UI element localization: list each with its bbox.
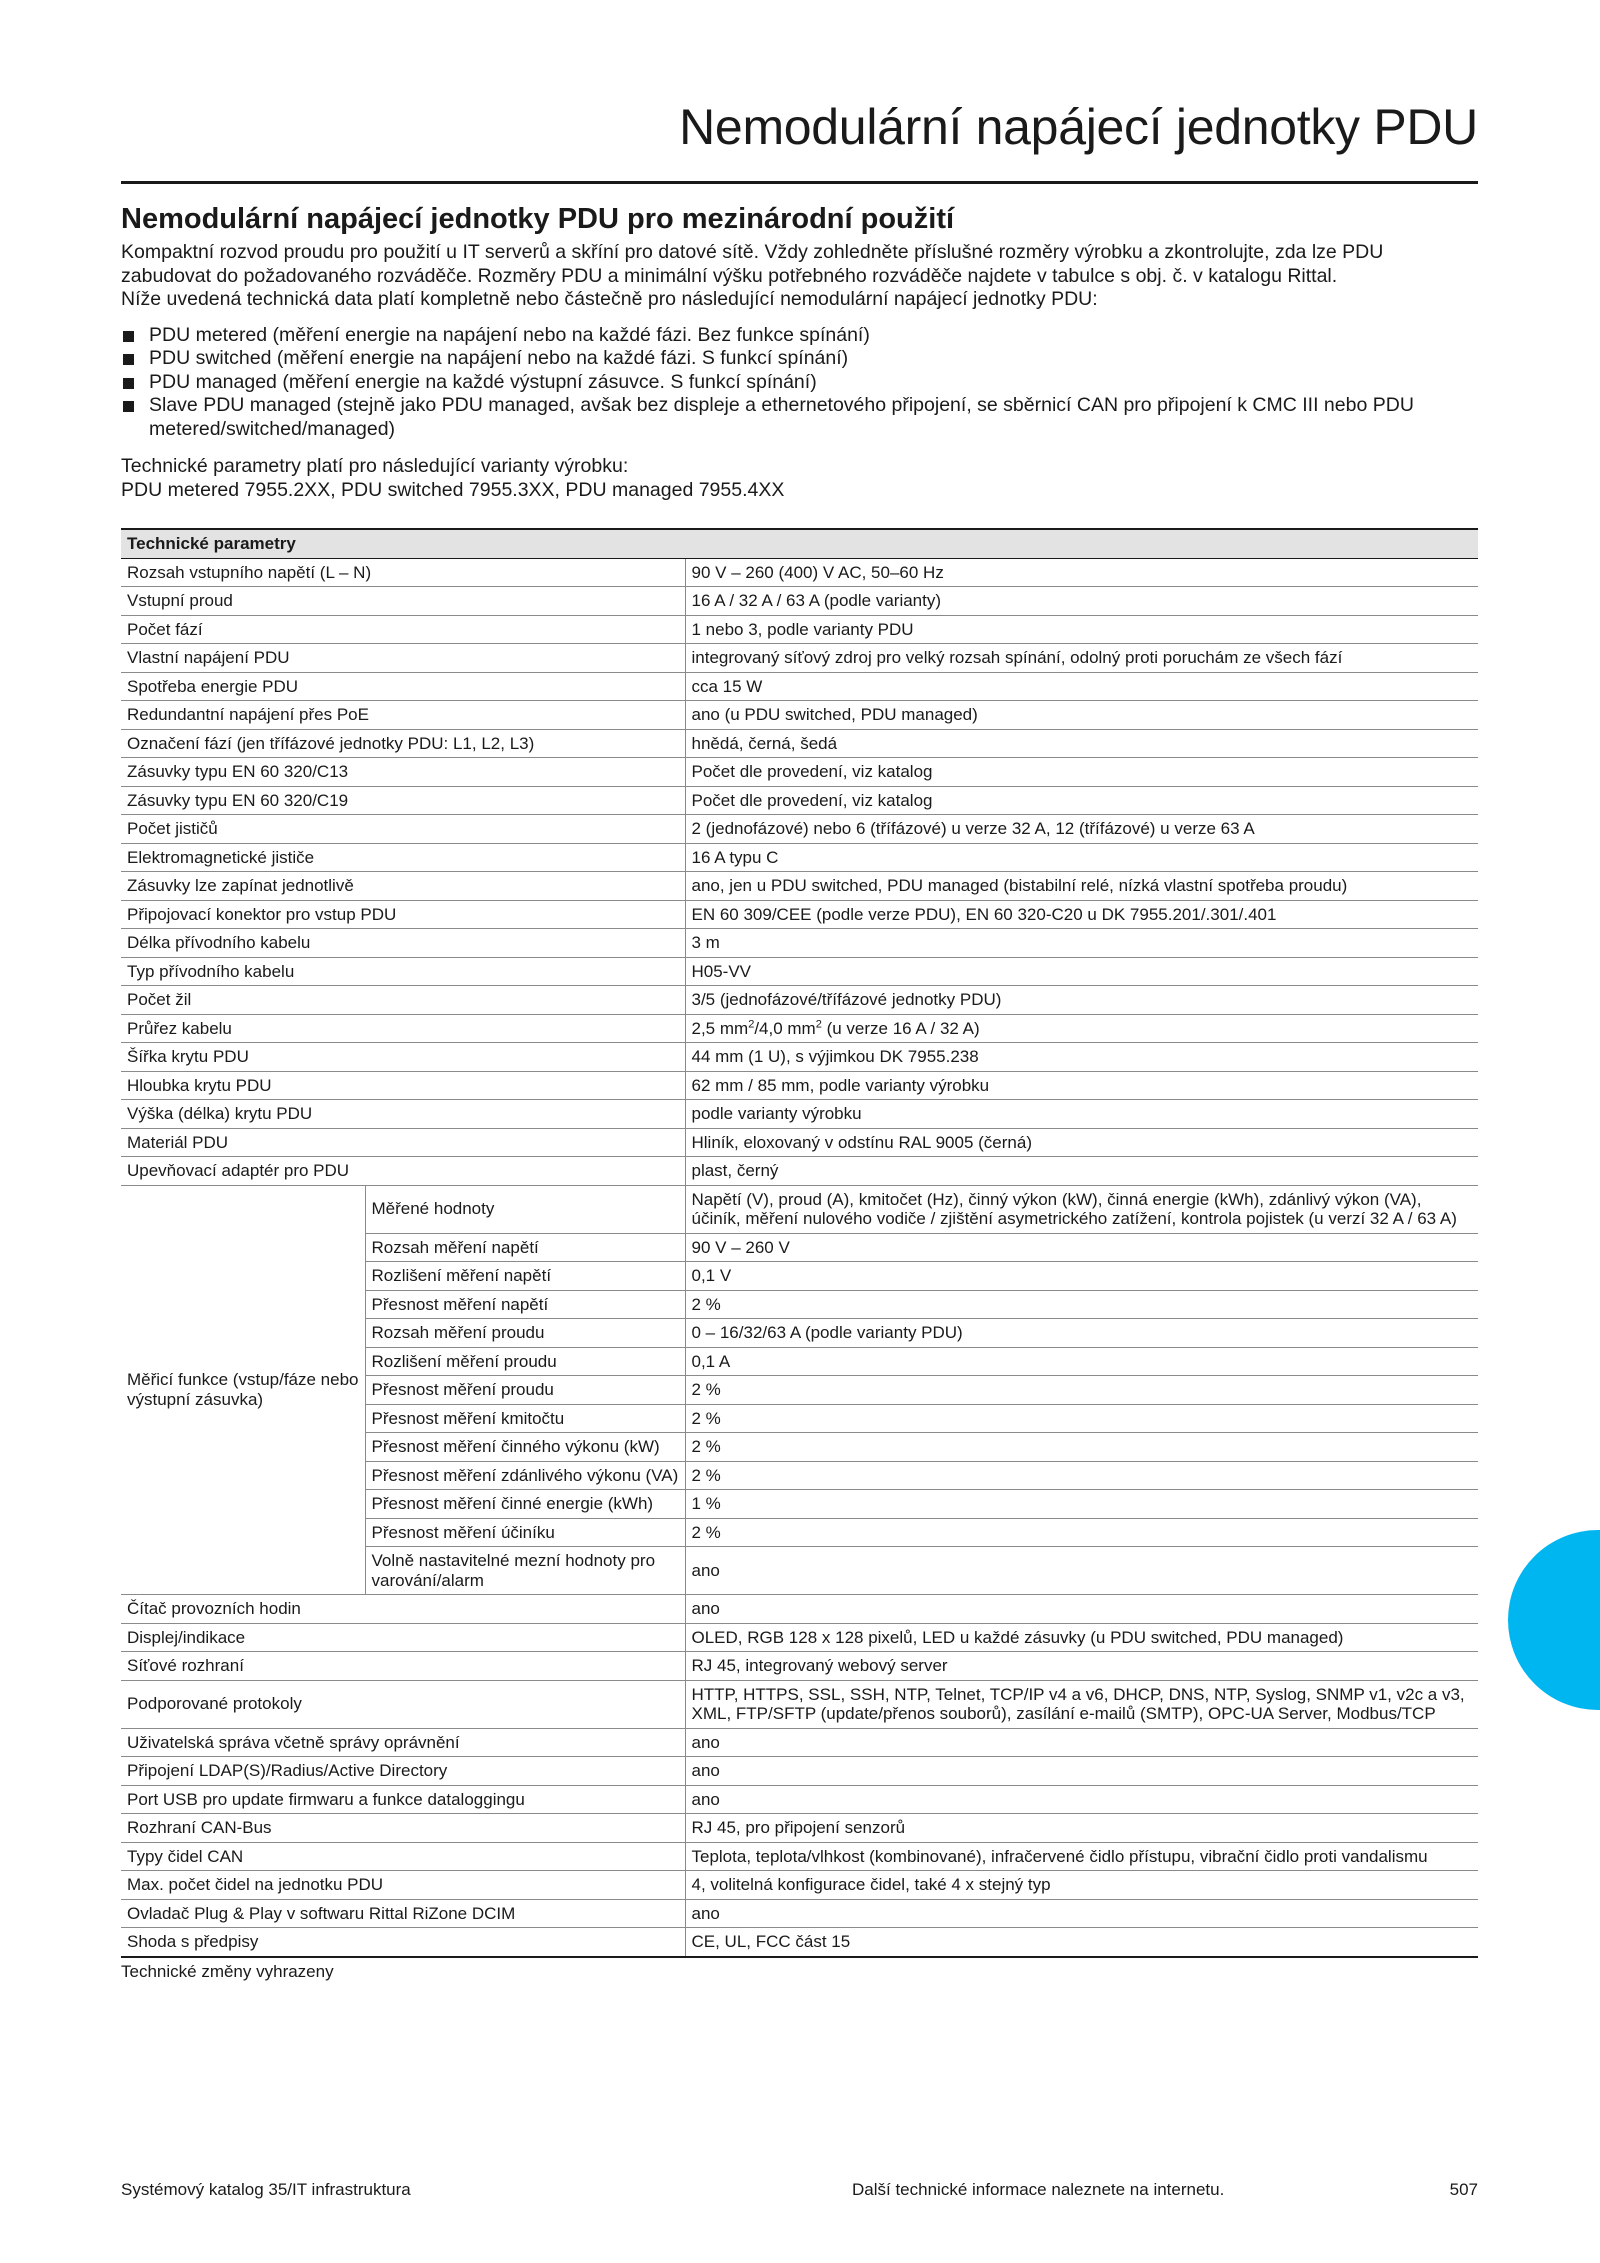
bullet-item: PDU switched (měření energie na napájení nebo na každé fázi. S funkcí spínání) [121,347,1478,371]
param-value: H05-VV [685,957,1478,986]
param-label: Displej/indikace [121,1623,685,1652]
table-row [121,1014,1478,1043]
table-row [121,872,1478,901]
param-value: 0 – 16/32/63 A (podle varianty PDU) [685,1319,1478,1348]
param-label: Zásuvky typu EN 60 320/C13 [121,758,685,787]
intro-line: zabudovat do požadovaného rozváděče. Rozměry PDU a minimální výšku potřebného rozváděče najdete v tabulce s obj. č. v katalogu Rittal. [121,264,1338,287]
table-row [121,929,1478,958]
param-label: Rozlišení měření napětí [365,1262,685,1291]
table-row [121,1595,1478,1624]
param-label: Typy čidel CAN [121,1842,685,1871]
param-label: Síťové rozhraní [121,1652,685,1681]
param-value: ano [685,1547,1478,1595]
table-row [121,957,1478,986]
param-label: Přesnost měření zdánlivého výkonu (VA) [365,1461,685,1490]
param-value: 90 V – 260 V [685,1233,1478,1262]
variant-bullet-list [121,324,1478,442]
param-label: Počet jističů [121,815,685,844]
table-row [121,1814,1478,1843]
table-row [121,1652,1478,1681]
param-value: 2 % [685,1376,1478,1405]
param-label: Šířka krytu PDU [121,1043,685,1072]
param-value: 3 m [685,929,1478,958]
section-title: Nemodulární napájecí jednotky PDU pro mezinárodní použití [121,203,955,235]
table-header: Technické parametry [121,529,1478,558]
param-value: podle varianty výrobku [685,1100,1478,1129]
value-part: /4,0 mm [754,1018,816,1038]
param-label: Materiál PDU [121,1128,685,1157]
param-value: 2 % [685,1518,1478,1547]
param-label: Rozhraní CAN-Bus [121,1814,685,1843]
table-row [121,1680,1478,1728]
param-label: Upevňovací adaptér pro PDU [121,1157,685,1186]
param-value: Napětí (V), proud (A), kmitočet (Hz), činný výkon (kW), činná energie (kWh), zdánlivý výkon (VA), účiník, měření nulového vodiče / zjištění asymetrického zatížení, kontrola pojistek (u verzí 32 A / 63 A) [685,1185,1478,1233]
table-row [121,1928,1478,1957]
param-label: Max. počet čidel na jednotku PDU [121,1871,685,1900]
param-label: Hloubka krytu PDU [121,1071,685,1100]
param-value: 1 nebo 3, podle varianty PDU [685,615,1478,644]
main-content [121,199,1478,1982]
bullet-item: Slave PDU managed (stejně jako PDU managed, avšak bez displeje a ethernetového připojení, se sběrnicí CAN pro připojení k CMC III nebo PDU metered/switched/managed) [121,394,1478,441]
param-label: Redundantní napájení přes PoE [121,701,685,730]
param-value: 44 mm (1 U), s výjimkou DK 7955.238 [685,1043,1478,1072]
table-row [121,615,1478,644]
param-value: ano [685,1785,1478,1814]
param-label: Výška (délka) krytu PDU [121,1100,685,1129]
table-row [121,1728,1478,1757]
param-value: ano [685,1595,1478,1624]
table-row [121,672,1478,701]
param-label: Port USB pro update firmwaru a funkce dataloggingu [121,1785,685,1814]
param-value: OLED, RGB 128 x 128 pixelů, LED u každé zásuvky (u PDU switched, PDU managed) [685,1623,1478,1652]
param-value: hnědá, černá, šedá [685,729,1478,758]
param-label: Volně nastavitelné mezní hodnoty pro varování/alarm [365,1547,685,1595]
param-label: Připojení LDAP(S)/Radius/Active Directory [121,1757,685,1786]
param-value: 0,1 A [685,1347,1478,1376]
table-row [121,1157,1478,1186]
param-label: Rozlišení měření proudu [365,1347,685,1376]
param-label: Rozsah měření proudu [365,1319,685,1348]
page-number: 507 [1449,2180,1478,2199]
superscript: 2 [815,1017,822,1030]
intro-line: Kompaktní rozvod proudu pro použití u IT serverů a skříní pro datové sítě. Vždy zohledněte příslušné rozměry výrobku a zkontrolujte, zda lze PDU [121,241,1384,263]
table-row [121,1043,1478,1072]
param-label: Ovladač Plug & Play v softwaru Rittal RiZone DCIM [121,1899,685,1928]
param-value: Počet dle provedení, viz katalog [685,786,1478,815]
param-value [685,1014,1478,1043]
table-row [121,729,1478,758]
param-value: 62 mm / 85 mm, podle varianty výrobku [685,1071,1478,1100]
param-value: ano [685,1899,1478,1928]
param-label: Rozsah měření napětí [365,1233,685,1262]
footer-info: Další technické informace naleznete na internetu. [852,2180,1225,2199]
param-label: Počet fází [121,615,685,644]
table-row [121,1071,1478,1100]
param-value: 3/5 (jednofázové/třífázové jednotky PDU) [685,986,1478,1015]
table-row [121,843,1478,872]
param-value: 4, volitelná konfigurace čidel, také 4 x stejný typ [685,1871,1478,1900]
variants-line: PDU metered 7955.2XX, PDU switched 7955.3XX, PDU managed 7955.4XX [121,478,785,501]
param-value: integrovaný síťový zdroj pro velký rozsah spínání, odolný proti poruchám ze všech fází [685,644,1478,673]
param-value: ano [685,1728,1478,1757]
param-label: Připojovací konektor pro vstup PDU [121,900,685,929]
table-row [121,644,1478,673]
table-row [121,986,1478,1015]
table-row [121,1128,1478,1157]
intro-line: Níže uvedená technická data platí kompletně nebo částečně pro následující nemodulární napájecí jednotky PDU: [121,288,1098,310]
param-label: Čítač provozních hodin [121,1595,685,1624]
param-label: Podporované protokoly [121,1680,685,1728]
param-label: Elektromagnetické jističe [121,843,685,872]
table-row [121,558,1478,587]
table-row [121,1100,1478,1129]
param-value: EN 60 309/CEE (podle verze PDU), EN 60 320-C20 u DK 7955.201/.301/.401 [685,900,1478,929]
variants-line: Technické parametry platí pro následující varianty výrobku: [121,455,629,477]
param-value: 16 A / 32 A / 63 A (podle varianty) [685,587,1478,616]
table-row [121,815,1478,844]
param-value: plast, černý [685,1157,1478,1186]
table-row [121,1785,1478,1814]
param-value: 2 % [685,1461,1478,1490]
param-label: Měřené hodnoty [365,1185,685,1233]
param-label: Uživatelská správa včetně správy oprávnění [121,1728,685,1757]
page-header-title: Nemodulární napájecí jednotky PDU [679,99,1478,155]
param-value: Hliník, eloxovaný v odstínu RAL 9005 (černá) [685,1128,1478,1157]
param-label: Shoda s předpisy [121,1928,685,1957]
table-note: Technické změny vyhrazeny [121,1961,334,1981]
param-label: Délka přívodního kabelu [121,929,685,958]
param-label: Přesnost měření kmitočtu [365,1404,685,1433]
param-value: 2 % [685,1404,1478,1433]
param-label: Typ přívodního kabelu [121,957,685,986]
param-value: RJ 45, pro připojení senzorů [685,1814,1478,1843]
param-value: ano, jen u PDU switched, PDU managed (bistabilní relé, nízká vlastní spotřeba proudu) [685,872,1478,901]
table-row [121,1871,1478,1900]
param-value: 2 % [685,1433,1478,1462]
section-tab-marker [1508,1530,1600,1710]
superscript: 2 [748,1017,755,1030]
table-row [121,900,1478,929]
param-label: Rozsah vstupního napětí (L – N) [121,558,685,587]
table-row [121,1757,1478,1786]
param-value: 16 A typu C [685,843,1478,872]
footer-catalog: Systémový katalog 35/IT infrastruktura [121,2180,411,2199]
measure-group-label: Měřicí funkce (vstup/fáze nebo výstupní zásuvka) [121,1185,365,1595]
param-label: Přesnost měření činného výkonu (kW) [365,1433,685,1462]
value-part: (u verze 16 A / 32 A) [821,1018,980,1038]
param-value: Teplota, teplota/vlhkost (kombinované), infračervené čidlo přístupu, vibrační čidlo proti vandalismu [685,1842,1478,1871]
table-row [121,786,1478,815]
param-label: Zásuvky typu EN 60 320/C19 [121,786,685,815]
param-value: cca 15 W [685,672,1478,701]
table-row [121,587,1478,616]
param-label: Zásuvky lze zapínat jednotlivě [121,872,685,901]
param-value: HTTP, HTTPS, SSL, SSH, NTP, Telnet, TCP/IP v4 a v6, DHCP, DNS, NTP, Syslog, SNMP v1, v2c a v3, XML, FTP/SFTP (update/přenos souborů), zasílání e-mailů (SMTP), OPC-UA Server, Modbus/TCP [685,1680,1478,1728]
spec-table [121,528,1478,1958]
param-label: Vlastní napájení PDU [121,644,685,673]
param-value: ano [685,1757,1478,1786]
param-label: Označení fází (jen třífázové jednotky PDU: L1, L2, L3) [121,729,685,758]
param-value: Počet dle provedení, viz katalog [685,758,1478,787]
param-value: ano (u PDU switched, PDU managed) [685,701,1478,730]
param-value: 0,1 V [685,1262,1478,1291]
bullet-item: PDU managed (měření energie na každé výstupní zásuvce. S funkcí spínání) [121,371,1478,395]
table-row [121,758,1478,787]
header-rule [121,181,1478,184]
table-header-row [121,529,1478,558]
param-value: CE, UL, FCC část 15 [685,1928,1478,1957]
param-label: Přesnost měření účiníku [365,1518,685,1547]
param-value: RJ 45, integrovaný webový server [685,1652,1478,1681]
param-label: Přesnost měření činné energie (kWh) [365,1490,685,1519]
param-value: 90 V – 260 (400) V AC, 50–60 Hz [685,558,1478,587]
param-label: Počet žil [121,986,685,1015]
table-row [121,701,1478,730]
param-label: Přesnost měření proudu [365,1376,685,1405]
param-value: 1 % [685,1490,1478,1519]
variants-note [121,455,1478,502]
param-label: Přesnost měření napětí [365,1290,685,1319]
param-label: Průřez kabelu [121,1014,685,1043]
table-row [121,1842,1478,1871]
bullet-item: PDU metered (měření energie na napájení nebo na každé fázi. Bez funkce spínání) [121,324,1478,348]
table-row [121,1185,1478,1233]
table-row [121,1623,1478,1652]
param-label: Spotřeba energie PDU [121,672,685,701]
param-value: 2 (jednofázové) nebo 6 (třífázové) u verze 32 A, 12 (třífázové) u verze 63 A [685,815,1478,844]
param-value: 2 % [685,1290,1478,1319]
value-part: 2,5 mm [691,1018,749,1038]
table-row [121,1899,1478,1928]
param-label: Vstupní proud [121,587,685,616]
